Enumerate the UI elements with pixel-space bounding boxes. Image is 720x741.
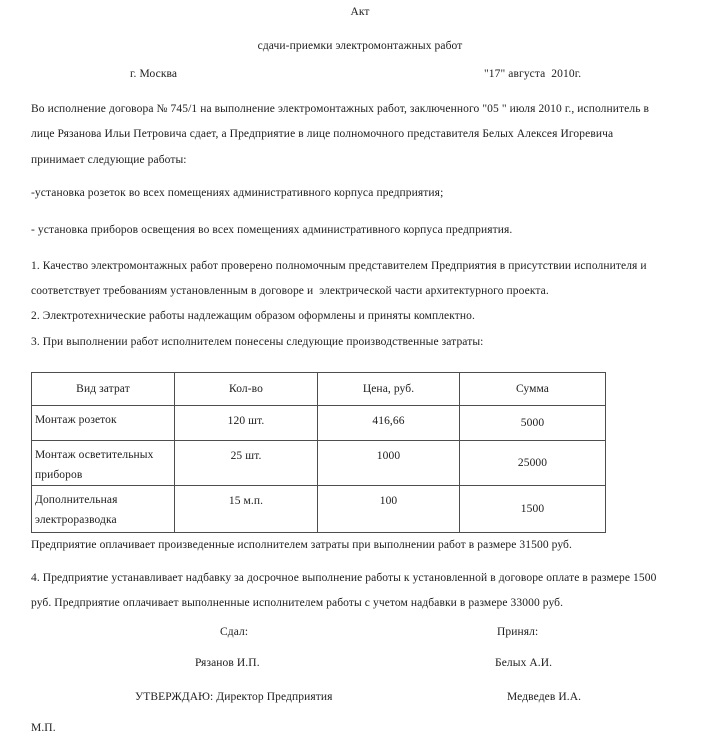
costs-table bbox=[31, 372, 606, 533]
doc-subtitle: сдачи-приемки электромонтажных работ bbox=[257, 40, 463, 52]
point-1-line-1: 1. Качество электромонтажных работ проверено полномочным представителем Предприятия в присутствии исполнителя и bbox=[31, 260, 647, 272]
intro-line-2: лице Рязанова Ильи Петровича сдает, а Предприятие в лице полномочного представителя Белых Алексея Игоревича bbox=[31, 128, 614, 141]
costs-header-type: Вид затрат bbox=[32, 373, 175, 406]
intro-line-3: принимает следующие работы: bbox=[31, 153, 187, 166]
stamp-label: М.П. bbox=[31, 722, 56, 734]
approver-name: Медведев И.А. bbox=[507, 691, 582, 703]
payment-note: Предприятие оплачивает произведенные исполнителем затраты при выполнении работ в размере 31500 руб. bbox=[31, 539, 572, 551]
point-4-line-1: 4. Предприятие устанавливает надбавку за досрочное выполнение работы к установленной в договоре оплате в размере 1500 bbox=[31, 572, 657, 584]
costs-cell-sum: 25000 bbox=[460, 441, 606, 486]
accepted-label: Принял: bbox=[497, 626, 539, 638]
costs-cell-qty: 15 м.п. bbox=[175, 486, 318, 533]
costs-cell-type: Дополнительная электроразводка bbox=[32, 486, 175, 533]
handed-name: Рязанов И.П. bbox=[195, 657, 260, 669]
point-3: 3. При выполнении работ исполнителем понесены следующие производственные затраты: bbox=[31, 336, 484, 348]
costs-cell-price: 1000 bbox=[318, 441, 460, 486]
intro-paragraph bbox=[31, 97, 649, 173]
point-4-line-2: руб. Предприятие оплачивает выполненные исполнителем работы с учетом надбавки в размере 33000 руб. bbox=[31, 597, 564, 610]
costs-cell-price: 100 bbox=[318, 486, 460, 533]
costs-cell-type: Монтаж осветительных приборов bbox=[32, 441, 175, 486]
costs-row-1 bbox=[32, 406, 606, 441]
costs-cell-qty: 120 шт. bbox=[175, 406, 318, 441]
point-4 bbox=[31, 566, 656, 617]
point-1-line-2: соответствует требованиям установленным в договоре и электрической части архитектурного проекта. bbox=[31, 285, 549, 298]
costs-cell-sum: 1500 bbox=[460, 486, 606, 533]
costs-cell-sum: 5000 bbox=[460, 406, 606, 441]
date-label: "17" августа 2010г. bbox=[484, 68, 582, 80]
handed-label: Сдал: bbox=[220, 626, 249, 638]
work-item-1: -установка розеток во всех помещениях административного корпуса предприятия; bbox=[31, 187, 444, 199]
place-label: г. Москва bbox=[130, 68, 178, 80]
point-2: 2. Электротехнические работы надлежащим образом оформлены и приняты комплектно. bbox=[31, 310, 475, 322]
costs-header-sum: Сумма bbox=[460, 373, 606, 406]
costs-row-3 bbox=[32, 486, 606, 533]
work-item-2: - установка приборов освещения во всех помещениях административного корпуса предприятия. bbox=[31, 224, 513, 236]
point-1 bbox=[31, 254, 647, 305]
costs-header-price: Цена, руб. bbox=[318, 373, 460, 406]
costs-table-wrap bbox=[31, 372, 606, 533]
intro-line-1: Во исполнение договора № 745/1 на выполнение электромонтажных работ, заключенного "05 " июля 2010 г., исполнитель в bbox=[31, 103, 650, 115]
accepted-name: Белых А.И. bbox=[495, 657, 553, 669]
costs-header-qty: Кол-во bbox=[175, 373, 318, 406]
costs-row-2 bbox=[32, 441, 606, 486]
costs-cell-type: Монтаж розеток bbox=[32, 406, 175, 441]
costs-cell-qty: 25 шт. bbox=[175, 441, 318, 486]
page-title: Акт bbox=[350, 6, 370, 18]
costs-cell-price: 416,66 bbox=[318, 406, 460, 441]
costs-header-row bbox=[32, 373, 606, 406]
approve-line: УТВЕРЖДАЮ: Директор Предприятия bbox=[135, 691, 333, 703]
